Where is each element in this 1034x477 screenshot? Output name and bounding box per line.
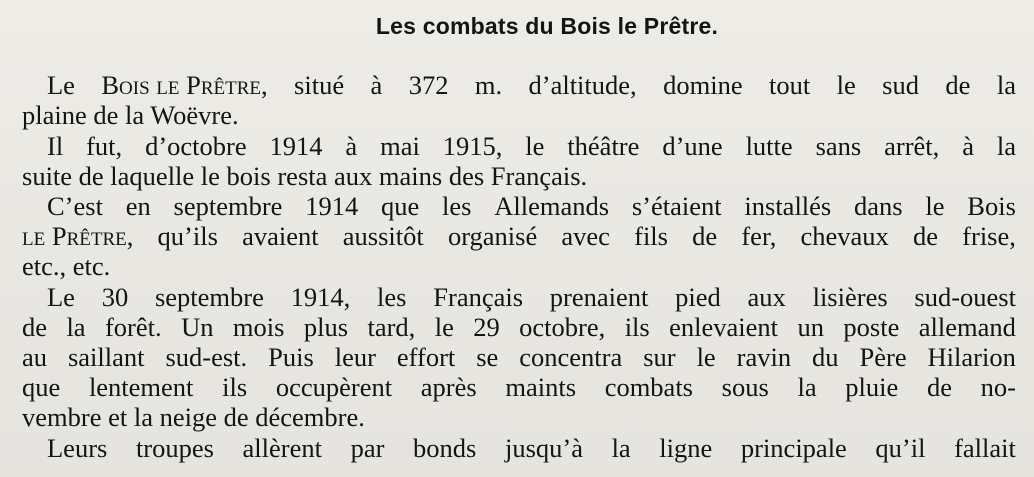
word: lisières: [812, 282, 888, 312]
paragraph-4-line-1: [47, 282, 1016, 312]
word: Français: [433, 282, 524, 312]
word: ligne: [659, 433, 713, 463]
word: que: [22, 372, 61, 402]
word: 1914: [305, 191, 359, 221]
place-name: le Prêtre,: [22, 221, 134, 251]
word: sur: [643, 342, 676, 372]
paragraph-3-line-2: [22, 221, 1016, 251]
word: théâtre: [567, 131, 640, 161]
word: sud-est.: [165, 342, 248, 372]
word: forêt.: [104, 312, 162, 342]
word: effort: [396, 342, 456, 372]
word: pluie: [845, 372, 899, 402]
word: les: [442, 191, 472, 221]
paragraph-2-line-2: suite de laquelle le bois resta aux mains des Français.: [22, 161, 588, 191]
word: tout: [769, 70, 811, 100]
word: Puis: [268, 342, 314, 372]
paragraph-3-line-3: etc., etc.: [22, 251, 111, 281]
word: sans: [815, 131, 862, 161]
word: la: [996, 131, 1016, 161]
paragraph-1-line-1: [47, 70, 1016, 100]
word: mai: [380, 131, 420, 161]
word: 29: [473, 312, 500, 342]
word: Bois: [967, 191, 1016, 221]
page-title: Les combats du Bois le Prêtre.: [375, 13, 719, 39]
word: après: [420, 372, 477, 402]
word: Leurs: [47, 433, 108, 463]
word: 30: [101, 282, 129, 312]
word: ils: [222, 372, 248, 402]
word: la: [611, 433, 631, 463]
word: lentement: [88, 372, 194, 402]
word: 1914: [269, 131, 323, 161]
word: jusqu’à: [504, 433, 583, 463]
word: le: [925, 191, 945, 221]
word: s’étaient: [631, 191, 722, 221]
word: octobre,: [519, 312, 606, 342]
word: enlevaient: [669, 312, 779, 342]
word: un: [797, 312, 824, 342]
word: fallait: [954, 433, 1016, 463]
word: d’altitude,: [528, 70, 637, 100]
word: de: [926, 372, 952, 402]
word: sud-ouest: [914, 282, 1016, 312]
paragraph-4-line-5: vembre et la neige de décembre.: [22, 402, 365, 432]
word: le: [696, 342, 716, 372]
word: chevaux: [800, 221, 889, 251]
word: no-: [980, 372, 1016, 402]
word: ils: [624, 312, 650, 342]
word: aussitôt: [342, 221, 424, 251]
word: occupèrent: [275, 372, 393, 402]
word: C’est: [47, 191, 103, 221]
word: allemand: [918, 312, 1016, 342]
word: que: [380, 191, 420, 221]
word: de: [945, 70, 971, 100]
word: sous: [721, 372, 769, 402]
word: ravin: [736, 342, 792, 372]
word: de: [912, 221, 938, 251]
word: lutte: [745, 131, 793, 161]
word: dans: [854, 191, 903, 221]
small-caps-text: le Prêtre: [22, 221, 127, 251]
paragraph-1-line-2: plaine de la Woëvre.: [22, 100, 239, 130]
word: situé: [294, 70, 345, 100]
word: pied: [675, 282, 721, 312]
word: d’une: [662, 131, 723, 161]
word: troupes: [135, 433, 214, 463]
word: à: [370, 70, 383, 100]
word: domine: [663, 70, 743, 100]
word: de: [22, 312, 48, 342]
word: les: [377, 282, 407, 312]
word: qu’ils: [157, 221, 218, 251]
paragraph-2-line-1: [47, 131, 1016, 161]
word: fut,: [86, 131, 123, 161]
word: m.: [474, 70, 503, 100]
word: la: [996, 70, 1016, 100]
word: frise,: [962, 221, 1016, 251]
word: 1914,: [290, 282, 351, 312]
word: installés: [744, 191, 832, 221]
paragraph-5-line-1: [47, 433, 1016, 463]
word: Il: [47, 131, 64, 161]
word: la: [66, 312, 86, 342]
word: par: [350, 433, 385, 463]
word: qu’il: [875, 433, 926, 463]
word: 1915,: [442, 131, 503, 161]
paragraph-3-line-1: [47, 191, 1016, 221]
place-name: [101, 70, 267, 100]
word: septembre: [173, 191, 283, 221]
word: tard,: [367, 312, 416, 342]
word: du: [812, 342, 839, 372]
word: en: [125, 191, 151, 221]
word: à: [345, 131, 358, 161]
word: le: [434, 312, 454, 342]
word: au: [22, 342, 48, 372]
word: Le: [47, 70, 75, 100]
word: de: [692, 221, 718, 251]
word: plus: [303, 312, 349, 342]
word: arrêt,: [884, 131, 940, 161]
word: mois: [232, 312, 285, 342]
word: 372: [408, 70, 449, 100]
word: poste: [843, 312, 900, 342]
word: fils: [634, 221, 668, 251]
word: maints: [505, 372, 577, 402]
word: avec: [561, 221, 610, 251]
word: leur: [334, 342, 376, 372]
word: sud: [882, 70, 919, 100]
word: prenaient: [549, 282, 649, 312]
word: se: [476, 342, 499, 372]
word: la: [797, 372, 817, 402]
paragraph-4-line-4: [22, 372, 1016, 402]
small-caps-text: Bois le Prêtre: [101, 70, 262, 100]
word: aux: [747, 282, 786, 312]
word: Un: [181, 312, 214, 342]
word: principale: [740, 433, 847, 463]
paragraph-4-line-3: [22, 342, 1016, 372]
word: combats: [604, 372, 693, 402]
word: bonds: [413, 433, 477, 463]
word: avaient: [242, 221, 319, 251]
word: saillant: [67, 342, 145, 372]
word: Le: [47, 282, 75, 312]
word: organisé: [447, 221, 538, 251]
word: le: [525, 131, 545, 161]
word: septembre: [154, 282, 264, 312]
word: allèrent: [242, 433, 322, 463]
word: d’octobre: [145, 131, 247, 161]
paragraph-4-line-2: [22, 312, 1016, 342]
word: concentra: [519, 342, 623, 372]
word: le: [836, 70, 856, 100]
word: Allemands: [494, 191, 610, 221]
word: ,: [261, 70, 268, 100]
word: Père: [859, 342, 907, 372]
word: à: [962, 131, 974, 161]
word: fer,: [741, 221, 777, 251]
word: Hilarion: [927, 342, 1016, 372]
